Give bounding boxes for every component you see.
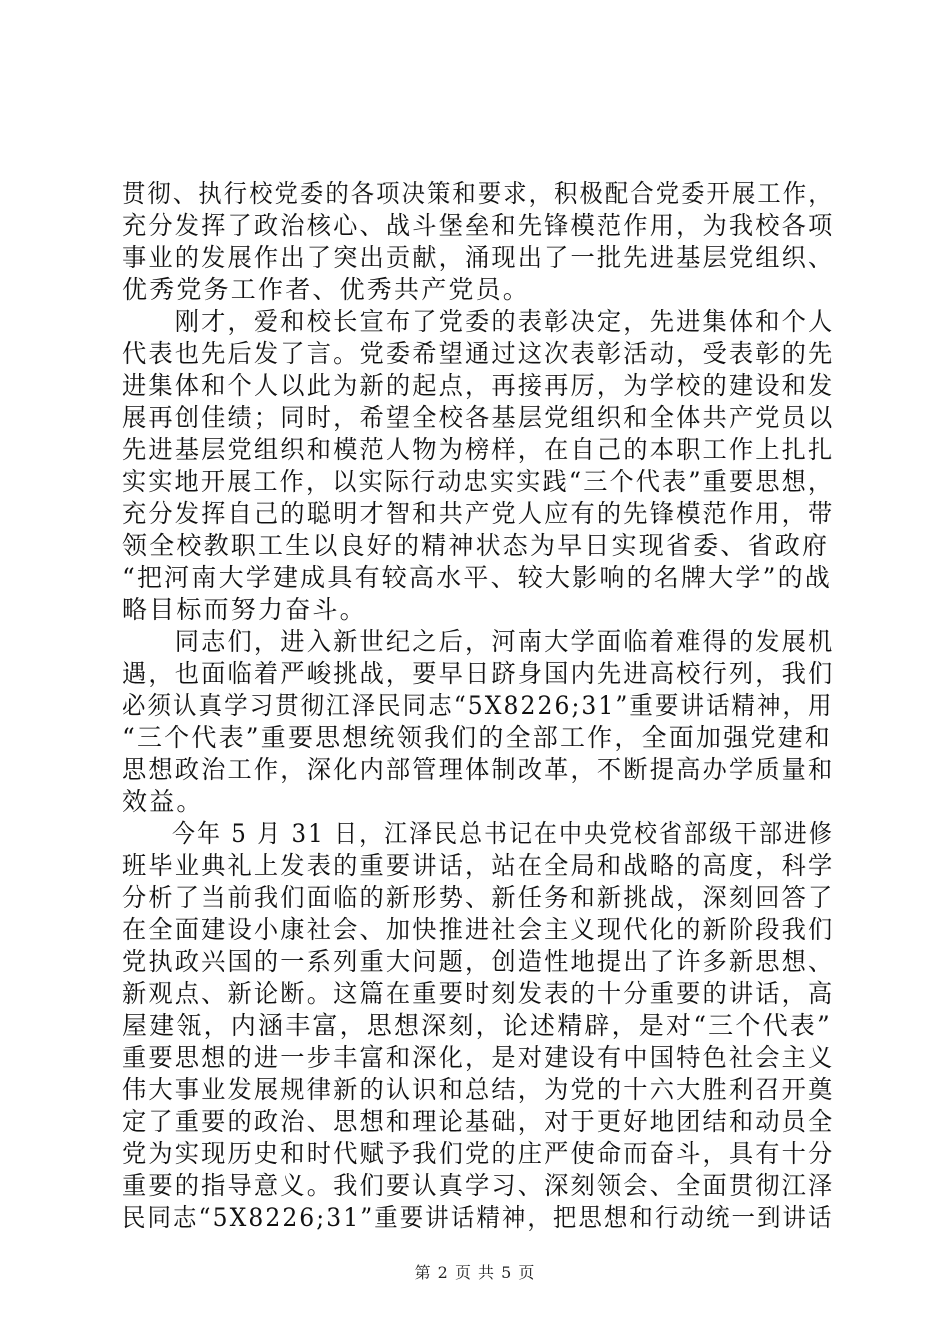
text-line: 班毕业典礼上发表的重要讲话，站在全局和战略的高度，科学 xyxy=(122,851,835,880)
text-line: 重要的指导意义。我们要认真学习、深刻领会、全面贯彻江泽 xyxy=(122,1171,835,1200)
text-line: 实实地开展工作，以实际行动忠实实践“三个代表”重要思想， xyxy=(122,467,835,496)
page-footer xyxy=(0,1263,950,1283)
text-line: “把河南大学建成具有较高水平、较大影响的名牌大学”的战 xyxy=(122,563,832,592)
text-line: 定了重要的政治、思想和理论基础，对于更好地团结和动员全 xyxy=(122,1107,835,1136)
text-line: 事业的发展作出了突出贡献，涌现出了一批先进基层党组织、 xyxy=(122,243,835,272)
text-line: 重要思想的进一步丰富和深化，是对建设有中国特色社会主义 xyxy=(122,1043,835,1072)
page-number: 第 2 页 共 5 页 xyxy=(414,1263,536,1282)
text-line: 展再创佳绩；同时，希望全校各基层党组织和全体共产党员以 xyxy=(122,403,835,432)
text-line: 党执政兴国的一系列重大问题，创造性地提出了许多新思想、 xyxy=(122,947,835,976)
document-body xyxy=(122,178,834,1234)
text-line: 屋建瓴，内涵丰富，思想深刻，论述精辟，是对“三个代表” xyxy=(122,1011,832,1040)
text-line: 思想政治工作，深化内部管理体制改革，不断提高办学质量和 xyxy=(122,755,835,784)
text-line: 民同志“5X8226;31”重要讲话精神，把思想和行动统一到讲话 xyxy=(122,1203,834,1232)
text-line: 略目标而努力奋斗。 xyxy=(122,595,367,624)
text-line: 刚才，爱和校长宣布了党委的表彰决定，先进集体和个人 xyxy=(122,307,835,336)
text-line: 在全面建设小康社会、加快推进社会主义现代化的新阶段我们 xyxy=(122,915,835,944)
text-line: 领全校教职工生以良好的精神状态为早日实现省委、省政府 xyxy=(122,531,830,560)
text-line: “三个代表”重要思想统领我们的全部工作，全面加强党建和 xyxy=(122,723,832,752)
text-line: 新观点、新论断。这篇在重要时刻发表的十分重要的讲话，高 xyxy=(122,979,835,1008)
text-line: 遇，也面临着严峻挑战，要早日跻身国内先进高校行列，我们 xyxy=(122,659,835,688)
text-line: 党为实现历史和时代赋予我们党的庄严使命而奋斗，具有十分 xyxy=(122,1139,835,1168)
text-line: 分析了当前我们面临的新形势、新任务和新挑战，深刻回答了 xyxy=(122,883,835,912)
text-line: 充分发挥自己的聪明才智和共产党人应有的先锋模范作用，带 xyxy=(122,499,835,528)
text-line: 充分发挥了政治核心、战斗堡垒和先锋模范作用，为我校各项 xyxy=(122,211,835,240)
text-line: 今年 5 月 31 日，江泽民总书记在中央党校省部级干部进修 xyxy=(122,819,834,848)
text-line: 代表也先后发了言。党委希望通过这次表彰活动，受表彰的先 xyxy=(122,339,835,368)
text-line: 先进基层党组织和模范人物为榜样，在自己的本职工作上扎扎 xyxy=(122,435,835,464)
text-line: 伟大事业发展规律新的认识和总结，为党的十六大胜利召开奠 xyxy=(122,1075,835,1104)
text-line: 优秀党务工作者、优秀共产党员。 xyxy=(122,275,531,304)
text-line: 同志们，进入新世纪之后，河南大学面临着难得的发展机 xyxy=(122,627,835,656)
text-line: 进集体和个人以此为新的起点，再接再厉，为学校的建设和发 xyxy=(122,371,835,400)
text-line: 必须认真学习贯彻江泽民同志“5X8226;31”重要讲话精神，用 xyxy=(122,691,834,720)
text-line: 贯彻、执行校党委的各项决策和要求，积极配合党委开展工作， xyxy=(122,179,834,208)
text-line: 效益。 xyxy=(122,787,204,816)
